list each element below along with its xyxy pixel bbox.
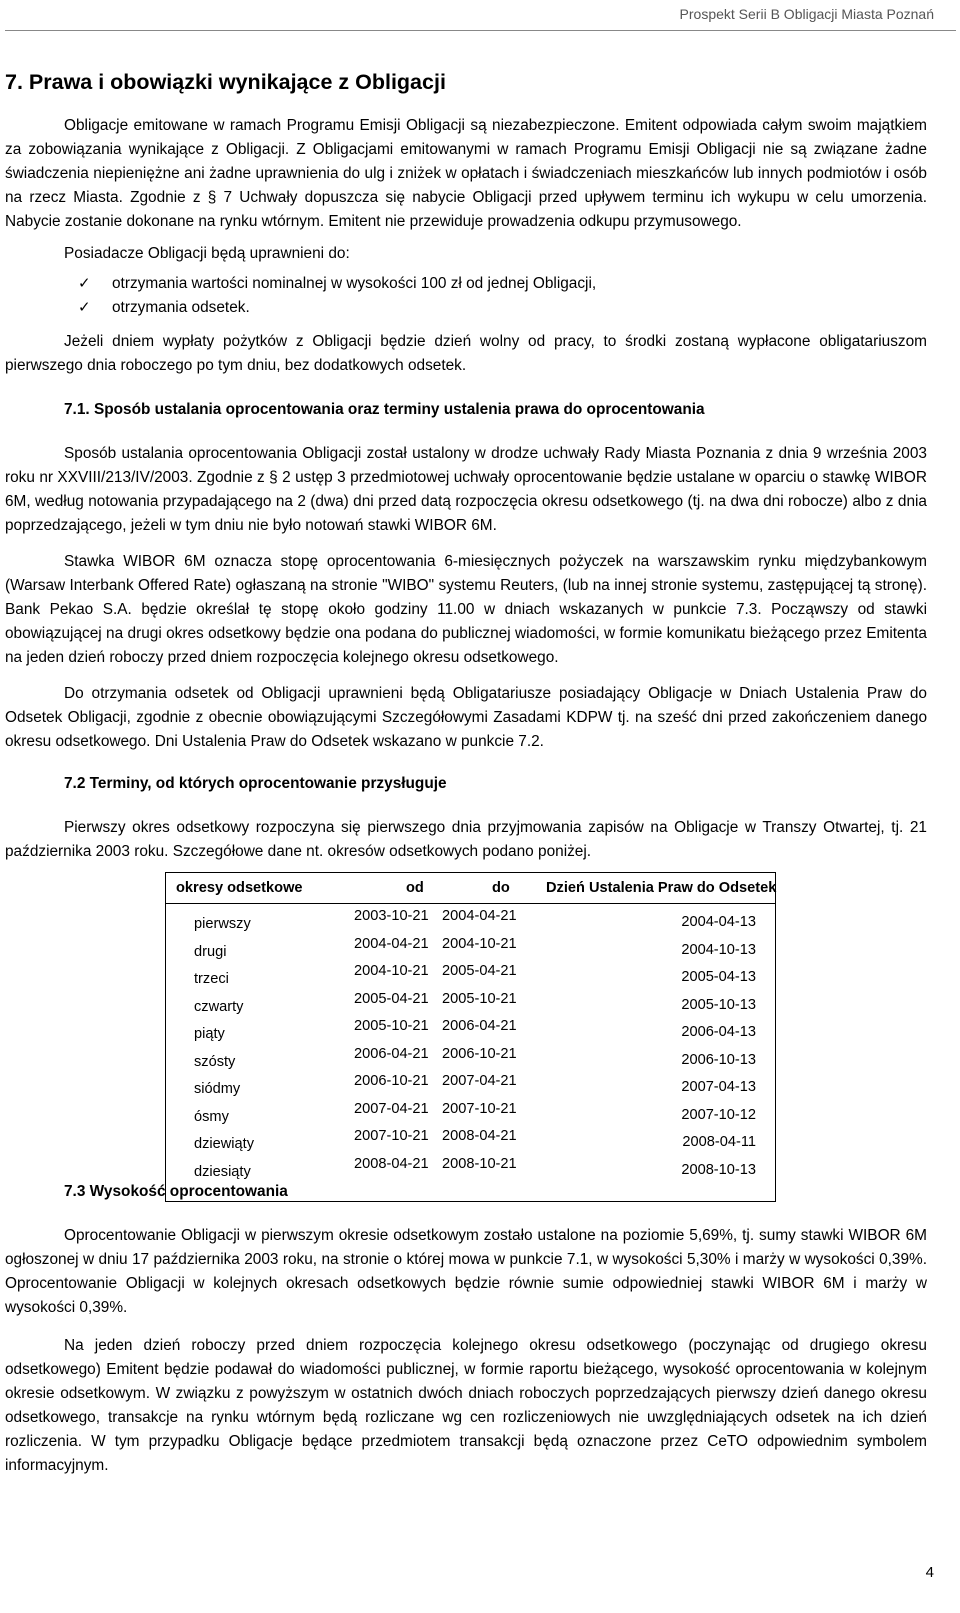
table-cell-period: piąty bbox=[194, 1026, 225, 1042]
table-header-to: do bbox=[492, 880, 510, 896]
table-cell-period: ósmy bbox=[194, 1108, 229, 1125]
list-item: ✓ otrzymania wartości nominalnej w wysokości 100 zł od jednej Obligacji, bbox=[78, 272, 596, 296]
rights-checklist bbox=[78, 272, 596, 320]
table-cell-record-day: 2005-10-13 bbox=[681, 996, 756, 1013]
table-cell-period: drugi bbox=[194, 943, 227, 960]
paragraph-first-period: Pierwszy okres odsetkowy rozpoczyna się pierwszego dnia przyjmowania zapisów na Obligacje w Transzy Otwartej, tj. 21 października 2003 roku. Szczegółowe dane nt. okresów odsetkowych podano poniżej. bbox=[5, 819, 927, 860]
table-cell-from: 2003-10-21 bbox=[354, 908, 429, 924]
table-cell-from: 2007-04-21 bbox=[354, 1100, 429, 1117]
table-cell-from: 2005-04-21 bbox=[354, 990, 429, 1007]
check-icon: ✓ bbox=[78, 299, 91, 316]
table-cell-to: 2006-04-21 bbox=[442, 1018, 517, 1034]
interest-periods-table bbox=[165, 872, 776, 1202]
running-header: Prospekt Serii B Obligacji Miasta Poznań bbox=[679, 6, 934, 22]
page-number: 4 bbox=[925, 1564, 934, 1581]
header-divider bbox=[5, 30, 956, 31]
paragraph-obligations-intro: Obligacje emitowane w ramach Programu Emisji Obligacji są niezabezpieczone. Emitent odpowiada całym swoim majątkiem za zobowiązania wynikające z Obligacji. Z Obligacjami emitowanymi w ramach Programu Emisji Obligacji nie są związane żadne świadczenia niepieniężne ani żadne uprawnienia do ulg i zniżek w opłatach i świadczeniach mieszkańców lub innych podmiotów i osób na rzecz Miasta. Zgodnie z § 7 Uchwały dopuszcza się nabycie Obligacji przed upływem terminu ich wykupu w celu umorzenia. Nabycie zostanie dokonane na rynku wtórnym. Emitent nie przewiduje prowadzenia odkupu przymusowego. bbox=[5, 117, 927, 230]
table-cell-from: 2004-10-21 bbox=[354, 963, 429, 979]
paragraph-interest-entitlement: Do otrzymania odsetek od Obligacji uprawnieni będą Obligatariusze posiadający Obligacje w Dniach Ustalenia Praw do Odsetek Obligacji, zgodnie z obecnie obowiązującymi Szczegółowymi Zasadami KDPW tj. na sześć dni przed zakończeniem danego okresu odsetkowego. Dni Ustalenia Praw do Odsetek wskazano w punkcie 7.2. bbox=[5, 685, 927, 750]
paragraph-rate-announcement: Na jeden dzień roboczy przed dniem rozpoczęcia kolejnego okresu odsetkowego (poczynając od drugiego okresu odsetkowego) Emitent będzie podawał do wiadomości publicznej, w formie raportu bieżącego, wysokość oprocentowania w kolejnym okresie odsetkowym. W związku z powyższym w ostatnich dwóch dniach roboczych poprzedzających pierwszy dzień danego okresu odsetkowego, transakcje na rynku wtórnym będą rozliczane wg cen rozliczeniowych nie uwzględniających odsetek na ich dzień rozliczenia. W tym przypadku Obligacje będące przedmiotem transakcji będą oznaczone przez CeTO odpowiednim symbolem informacyjnym. bbox=[5, 1337, 927, 1474]
table-cell-from: 2007-10-21 bbox=[354, 1128, 429, 1144]
table-header-from: od bbox=[406, 880, 424, 896]
paragraph-payment-day: Jeżeli dniem wypłaty pożytków z Obligacji będzie dzień wolny od pracy, to środki zostaną wypłacone obligatariuszom pierwszego dnia roboczego po tym dniu, bez dodatkowych odsetek. bbox=[5, 333, 927, 374]
table-cell-to: 2007-04-21 bbox=[442, 1073, 517, 1089]
table-cell-record-day: 2006-04-13 bbox=[681, 1024, 756, 1040]
table-header-periods: okresy odsetkowe bbox=[176, 880, 303, 896]
paragraph-holders-rights: Posiadacze Obligacji będą uprawnieni do: bbox=[64, 245, 350, 262]
subsection-7-1-title: 7.1. Sposób ustalania oprocentowania oraz terminy ustalenia prawa do oprocentowania bbox=[64, 401, 705, 418]
table-cell-to: 2007-10-21 bbox=[442, 1100, 517, 1117]
subsection-7-2-title: 7.2 Terminy, od których oprocentowanie przysługuje bbox=[64, 775, 447, 792]
table-cell-record-day: 2007-10-12 bbox=[681, 1106, 756, 1123]
paragraph-wibor-definition: Stawka WIBOR 6M oznacza stopę oprocentowania 6-miesięcznych pożyczek na warszawskim rynku międzybankowym (Warsaw Interbank Offered Rate) ogłaszaną na stronie "WIBO" systemu Reuters, (lub na innej stronie systemu, zastępującej tą stronę). Bank Pekao S.A. będzie określał tę stopę około godziny 11.00 w dniach wskazanych w punkcie 7.3. Począwszy od stawki obowiązującej na drugi okres odsetkowy będzie ona podana do publicznej wiadomości, w formie komunikatu bieżącego przez Emitenta na jeden dzień roboczy przed dniem rozpoczęcia kolejnego okresu odsetkowego. bbox=[5, 553, 927, 666]
table-cell-record-day: 2004-10-13 bbox=[681, 941, 756, 958]
table-cell-record-day: 2004-04-13 bbox=[681, 914, 756, 930]
paragraph-interest-method: Sposób ustalania oprocentowania Obligacji został ustalony w drodze uchwały Rady Miasta Poznania z dnia 9 września 2003 roku nr XXVIII/213/IV/2003. Zgodnie z § 2 ustęp 3 przedmiotowej uchwały oprocentowanie będzie ustalane w oparciu o stawkę WIBOR 6M, według notowania przypadającego na 2 (dwa) dni przed datą rozpoczęcia okresu odsetkowego (tj. na dwa dni robocze) albo z dnia poprzedzającego, jeżeli w tym dniu nie było notowań stawki WIBOR 6M. bbox=[5, 445, 927, 534]
table-cell-to: 2005-10-21 bbox=[442, 990, 517, 1007]
table-cell-record-day: 2008-04-11 bbox=[682, 1134, 756, 1150]
table-cell-to: 2008-04-21 bbox=[442, 1128, 517, 1144]
table-cell-to: 2006-10-21 bbox=[442, 1045, 517, 1062]
table-cell-from: 2008-04-21 bbox=[354, 1155, 429, 1172]
table-header-divider bbox=[166, 903, 775, 904]
paragraph-first-rate: Oprocentowanie Obligacji w pierwszym okresie odsetkowym zostało ustalone na poziomie 5,69%, tj. sumy stawki WIBOR 6M ogłoszonej w dniu 17 października 2003 roku, na stronie o której mowa w punkcie 7.1, w wysokości 5,30% i marży w wysokości 0,39%. Oprocentowanie Obligacji w kolejnych okresach odsetkowych będzie równie sumie odpowiedniej stawki WIBOR 6M i marży w wysokości 0,39%. bbox=[5, 1227, 927, 1316]
table-cell-to: 2004-04-21 bbox=[442, 908, 517, 924]
table-cell-record-day: 2008-10-13 bbox=[681, 1161, 756, 1178]
table-cell-from: 2005-10-21 bbox=[354, 1018, 429, 1034]
table-cell-period: dziesiąty bbox=[194, 1163, 251, 1180]
table-cell-record-day: 2007-04-13 bbox=[681, 1079, 756, 1095]
list-item: ✓ otrzymania odsetek. bbox=[78, 296, 596, 320]
table-cell-from: 2006-10-21 bbox=[354, 1073, 429, 1089]
section-title: 7. Prawa i obowiązki wynikające z Obligacji bbox=[5, 70, 446, 94]
table-header-record-day: Dzień Ustalenia Praw do Odsetek bbox=[546, 880, 777, 896]
check-icon: ✓ bbox=[78, 275, 91, 292]
table-cell-record-day: 2006-10-13 bbox=[681, 1051, 756, 1068]
table-cell-record-day: 2005-04-13 bbox=[681, 969, 756, 985]
subsection-7-3-title: 7.3 Wysokość oprocentowania bbox=[64, 1183, 288, 1200]
table-cell-from: 2006-04-21 bbox=[354, 1045, 429, 1062]
table-cell-to: 2008-10-21 bbox=[442, 1155, 517, 1172]
table-cell-to: 2004-10-21 bbox=[442, 935, 517, 952]
table-cell-to: 2005-04-21 bbox=[442, 963, 517, 979]
table-cell-period: szósty bbox=[194, 1053, 236, 1070]
table-cell-period: dziewiąty bbox=[194, 1136, 255, 1152]
table-cell-period: czwarty bbox=[194, 998, 244, 1015]
table-cell-period: trzeci bbox=[194, 971, 229, 987]
table-cell-from: 2004-04-21 bbox=[354, 935, 429, 952]
table-cell-period: siódmy bbox=[194, 1081, 241, 1097]
table-cell-period: pierwszy bbox=[194, 916, 251, 932]
